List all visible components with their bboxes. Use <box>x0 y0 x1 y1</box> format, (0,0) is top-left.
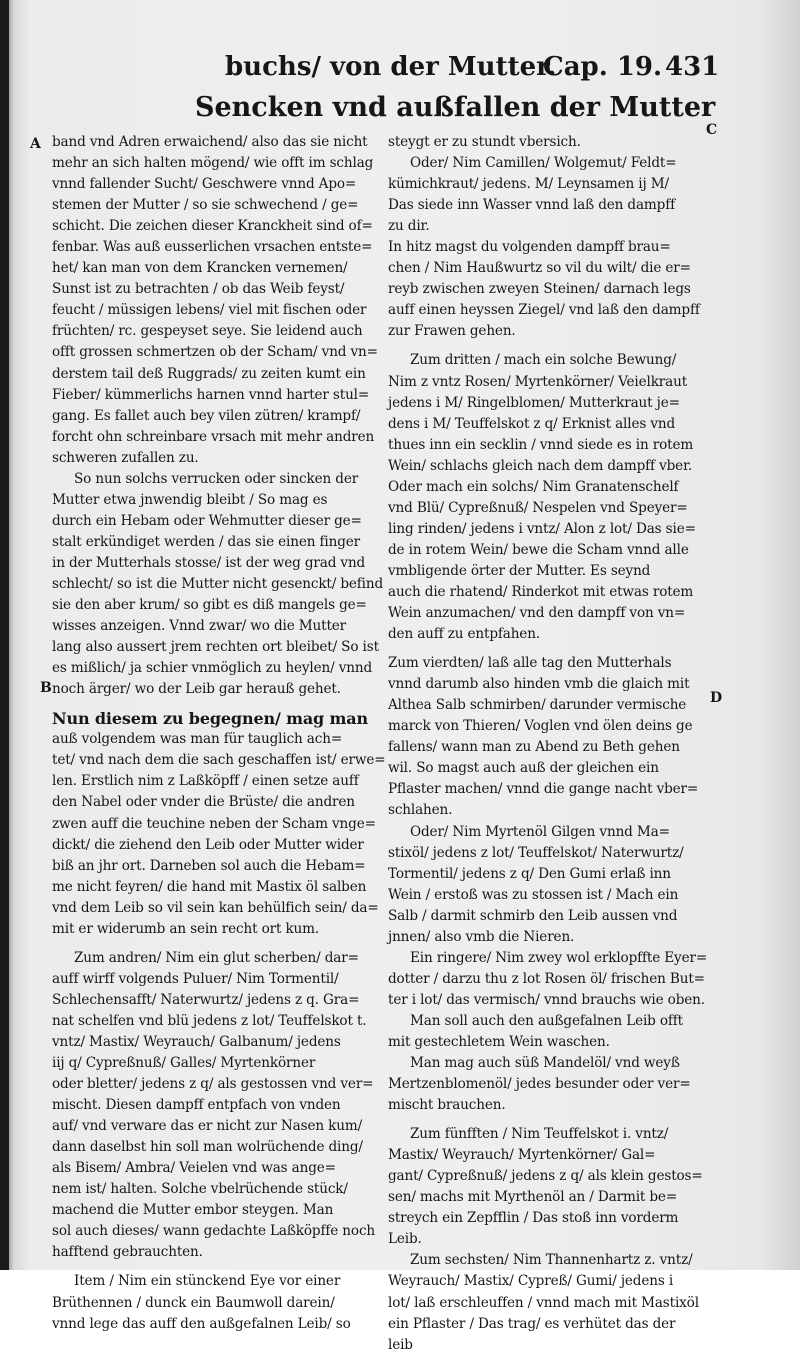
text-line: vntz/ Mastix/ Weyrauch/ Galbanum/ jedens <box>52 1033 341 1050</box>
text-line: dotter / darzu thu z lot Rosen öl/ frischen But= <box>388 970 705 987</box>
text-line: den auff zu entpfahen. <box>388 626 540 643</box>
text-line: Weyrauch/ Mastix/ Cypreß/ Gumi/ jedens i <box>388 1273 674 1290</box>
text-line: Mastix/ Weyrauch/ Myrtenkörner/ Gal= <box>388 1147 656 1164</box>
text-line: stemen der Mutter / so sie schwechend / ge= <box>52 197 359 214</box>
text-line: zwen auff die teuchine neben der Scham vnge= <box>52 815 376 832</box>
text-line: Oder/ Nim Myrtenöl Gilgen vnnd Ma= <box>410 823 670 840</box>
chapter-title: Sencken vnd außfallen der Mutter <box>195 92 716 123</box>
text-line: len. Erstlich nim z Laßköpff / einen setze auff <box>52 773 359 790</box>
text-line: Fieber/ kümmerlichs harnen vnnd harter stul= <box>52 386 370 403</box>
text-line: Item / Nim ein stünckend Eye vor einer <box>74 1273 341 1290</box>
text-line: oder bletter/ jedens z q/ als gestossen vnd ver= <box>52 1076 374 1093</box>
margin-marker-b: B <box>40 680 52 696</box>
text-line: Oder mach ein solchs/ Nim Granatenschelf <box>388 478 679 495</box>
text-line: mit er widerumb an sein recht ort kum. <box>52 920 320 937</box>
paragraph <box>388 477 710 645</box>
margin-marker-a: A <box>30 136 41 152</box>
chapter-number: Cap. 19. <box>543 52 663 82</box>
text-line: dens i M/ Teuffelskot z q/ Erknist alles vnd <box>388 415 676 432</box>
text-line: marck von Thieren/ Voglen vnd ölen deins ge <box>388 718 693 735</box>
text-line: schlahen. <box>388 802 453 819</box>
paragraph <box>388 1011 710 1053</box>
running-title: buchs/ von der Mutter. <box>225 52 557 82</box>
text-line: ter i lot/ das vermisch/ vnnd brauchs wie oben. <box>388 991 705 1008</box>
text-line: derstem tail deß Ruggrads/ zu zeiten kumt ein <box>52 365 366 382</box>
text-line: mischt brauchen. <box>388 1097 506 1114</box>
text-line: sol auch dieses/ wann gedachte Laßköpffe noch <box>52 1223 376 1240</box>
paragraph <box>52 1271 388 1334</box>
text-line: fenbar. Was auß eusserlichen vrsachen entste= <box>52 239 373 256</box>
text-line: Das siede inn Wasser vnnd laß den dampff <box>388 197 675 214</box>
text-line: Pflaster machen/ vnnd die gange nacht vber= <box>388 781 699 798</box>
paragraph <box>52 469 388 701</box>
text-line: Oder/ Nim Camillen/ Wolgemut/ Feldt= <box>410 155 677 172</box>
text-line: sie den aber krum/ so gibt es diß mangels ge= <box>52 597 367 614</box>
text-line: Salb / darmit schmirb den Leib aussen vnd <box>388 907 678 924</box>
text-line: lang also aussert jrem rechten ort bleibet/ So ist <box>52 639 379 656</box>
margin-marker-c: C <box>706 122 718 138</box>
text-line: schicht. Die zeichen dieser Kranckheit sind of= <box>52 218 373 235</box>
text-line: Man mag auch süß Mandelöl/ vnd weyß <box>410 1055 680 1072</box>
paragraph <box>388 822 710 948</box>
text-line: In hitz magst du volgenden dampff brau= <box>388 239 671 256</box>
text-line: Sunst ist zu betrachten / ob das Weib feyst/ <box>52 281 345 298</box>
text-line: gant/ Cypreßnuß/ jedens z q/ als klein gestos= <box>388 1168 703 1185</box>
text-line: stixöl/ jedens z lot/ Teuffelskot/ Naterwurtz/ <box>388 844 684 861</box>
text-line: dickt/ die ziehend den Leib oder Mutter wider <box>52 836 364 853</box>
paragraph <box>388 237 710 342</box>
text-line: auch die rhatend/ Rinderkot mit etwas rotem <box>388 583 694 600</box>
paragraph <box>388 653 710 821</box>
text-line: lot/ laß erschleuffen / vnnd mach mit Mastixöl <box>388 1294 699 1311</box>
text-line: streych ein Zepfflin / Das stoß inn vorderm <box>388 1210 679 1227</box>
text-line: Mertzenblomenöl/ jedes besunder oder ver= <box>388 1076 691 1093</box>
text-line: band vnd Adren erwaichend/ also das sie nicht <box>52 134 368 150</box>
text-line: Zum andren/ Nim ein glut scherben/ dar= <box>74 949 359 966</box>
text-line: Wein anzumachen/ vnd den dampff von vn= <box>388 605 686 622</box>
text-line: als Bisem/ Ambra/ Veielen vnd was ange= <box>52 1160 336 1177</box>
text-line: thues inn ein secklin / vnnd siede es in rotem <box>388 436 694 453</box>
text-line: jnnen/ also vmb die Nieren. <box>388 928 575 945</box>
text-line: Man soll auch den außgefalnen Leib offt <box>410 1012 683 1029</box>
right-column <box>388 132 710 1356</box>
page-header <box>225 52 725 92</box>
text-line: offt grossen schmertzen ob der Scham/ vnd vn= <box>52 344 378 361</box>
text-line: noch ärger/ wo der Leib gar herauß gehet. <box>52 681 341 698</box>
text-line: auff einen heyssen Ziegel/ vnd laß den dampff <box>388 302 700 319</box>
text-line: de in rotem Wein/ bewe die Scham vnnd alle <box>388 541 689 558</box>
text-line: Schlechensafft/ Naterwurtz/ jedens z q. Gra= <box>52 991 360 1008</box>
text-line: stalt erkündiget werden / das sie einen finger <box>52 533 360 550</box>
text-line: vnd dem Leib so vil sein kan behülfich sein/ da= <box>52 899 379 916</box>
text-line: So nun solchs verrucken oder sincken der <box>74 470 359 487</box>
text-line: Zum vierdten/ laß alle tag den Mutterhals <box>388 655 672 672</box>
text-line: wisses anzeigen. Vnnd zwar/ wo die Mutter <box>52 618 347 635</box>
text-line: es mißlich/ ja schier vnmöglich zu heylen/ vnnd <box>52 660 373 677</box>
text-line: iij q/ Cypreßnuß/ Galles/ Myrtenkörner <box>52 1055 316 1072</box>
paragraph <box>52 729 388 939</box>
paragraph <box>388 350 710 476</box>
text-line: Wein / erstoß was zu stossen ist / Mach ein <box>388 886 679 903</box>
text-line: nat schelfen vnd blü jedens z lot/ Teuffelskot t. <box>52 1012 367 1029</box>
text-line: feucht / müssigen lebens/ viel mit fischen oder <box>52 302 367 319</box>
text-line: me nicht feyren/ die hand mit Mastix öl salben <box>52 878 367 895</box>
left-column <box>52 132 388 1335</box>
text-line: Ein ringere/ Nim zwey wol erklopffte Eyer= <box>410 949 708 966</box>
text-line: Mutter etwa jnwendig bleibt / So mag es <box>52 491 328 508</box>
text-line: leib <box>388 1336 413 1353</box>
text-line: mit gestechletem Wein waschen. <box>388 1033 610 1050</box>
text-line: auß volgendem was man für tauglich ach= <box>52 731 343 748</box>
paragraph <box>388 1250 710 1355</box>
text-line: machend die Mutter embor steygen. Man <box>52 1202 334 1219</box>
paragraph <box>388 1124 710 1250</box>
paragraph <box>52 948 388 1264</box>
text-line: zur Frawen gehen. <box>388 323 516 340</box>
paragraph <box>52 132 388 469</box>
text-line: früchten/ rc. gespeyset seye. Sie leidend auch <box>52 323 363 340</box>
text-line: nem ist/ halten. Solche vbelrüchende stück/ <box>52 1181 348 1198</box>
text-line: chen / Nim Haußwurtz so vil du wilt/ die er= <box>388 260 691 277</box>
text-line: ein Pflaster / Das trag/ es verhütet das der <box>388 1315 676 1332</box>
text-line: Tormentil/ jedens z q/ Den Gumi erlaß inn <box>388 865 671 882</box>
text-line: dann daselbst hin soll man wolrüchende ding/ <box>52 1139 363 1156</box>
text-line: fallens/ wann man zu Abend zu Beth gehen <box>388 739 680 756</box>
text-line: sen/ machs mit Myrthenöl an / Darmit be= <box>388 1189 678 1206</box>
text-line: reyb zwischen zweyen Steinen/ darnach legs <box>388 281 691 298</box>
text-line: mischt. Diesen dampff entpfach von vnden <box>52 1097 341 1114</box>
text-line: vnnd fallender Sucht/ Geschwere vnnd Apo= <box>52 176 357 193</box>
text-line: Nim z vntz Rosen/ Myrtenkörner/ Veielkraut <box>388 373 688 390</box>
text-line: zu dir. <box>388 218 430 235</box>
text-line: wil. So magst auch auß der gleichen ein <box>388 760 659 777</box>
text-line: hafftend gebrauchten. <box>52 1244 203 1261</box>
text-line: auff wirff volgends Puluer/ Nim Tormentil/ <box>52 970 339 987</box>
text-line: tet/ vnd nach dem die sach geschaffen ist/ erwe= <box>52 752 386 769</box>
text-line: gang. Es fallet auch bey vilen zütren/ krampf/ <box>52 407 361 424</box>
text-line: schlecht/ so ist die Mutter nicht gesenckt/ befind <box>52 575 384 592</box>
folio-number: 431 <box>665 52 720 82</box>
text-line: schweren zufallen zu. <box>52 449 199 466</box>
text-line: vnnd darumb also hinden vmb die glaich mit <box>388 676 690 693</box>
paragraph <box>388 948 710 1011</box>
text-line: kümichkraut/ jedens. M/ Leynsamen ij M/ <box>388 176 669 193</box>
text-line: ling rinden/ jedens i vntz/ Alon z lot/ Das sie= <box>388 520 696 537</box>
text-line: forcht ohn schreinbare vrsach mit mehr andren <box>52 428 375 445</box>
text-line: mehr an sich halten mögend/ wie offt im schlag <box>52 155 374 172</box>
text-line: Brüthennen / dunck ein Baumwoll darein/ <box>52 1294 335 1311</box>
text-line: vmbligende örter der Mutter. Es seynd <box>388 562 651 579</box>
text-line: in der Mutterhals stosse/ ist der weg grad vnd <box>52 554 366 571</box>
paragraph <box>388 1053 710 1116</box>
text-line: Zum fünfften / Nim Teuffelskot i. vntz/ <box>410 1126 669 1143</box>
text-line: Leib. <box>388 1231 422 1248</box>
text-line: vnnd lege das auff den außgefalnen Leib/ so <box>52 1315 351 1332</box>
text-line: Wein/ schlachs gleich nach dem dampff vber. <box>388 457 693 474</box>
text-line: biß an jhr ort. Darneben sol auch die Hebam= <box>52 857 366 874</box>
text-line: vnd Blü/ Cypreßnuß/ Nespelen vnd Speyer= <box>388 499 688 516</box>
book-spine-shadow <box>0 0 9 1270</box>
text-line: Althea Salb schmirben/ darunder vermische <box>388 697 687 714</box>
paragraph <box>388 132 710 237</box>
margin-marker-d: D <box>710 690 723 706</box>
text-line: durch ein Hebam oder Wehmutter dieser ge= <box>52 512 362 529</box>
text-line: het/ kan man von dem Krancken vernemen/ <box>52 260 348 277</box>
text-line: Zum dritten / mach ein solche Bewung/ <box>410 352 677 369</box>
text-line: den Nabel oder vnder die Brüste/ die andren <box>52 794 355 811</box>
text-line: jedens i M/ Ringelblomen/ Mutterkraut je= <box>388 394 680 411</box>
text-line: Zum sechsten/ Nim Thannenhartz z. vntz/ <box>410 1252 693 1269</box>
text-line: steygt er zu stundt vbersich. <box>388 134 581 150</box>
text-line: auf/ vnd verware das er nicht zur Nasen kum/ <box>52 1118 362 1135</box>
section-heading: Nun diesem zu begegnen/ mag man <box>52 709 368 729</box>
